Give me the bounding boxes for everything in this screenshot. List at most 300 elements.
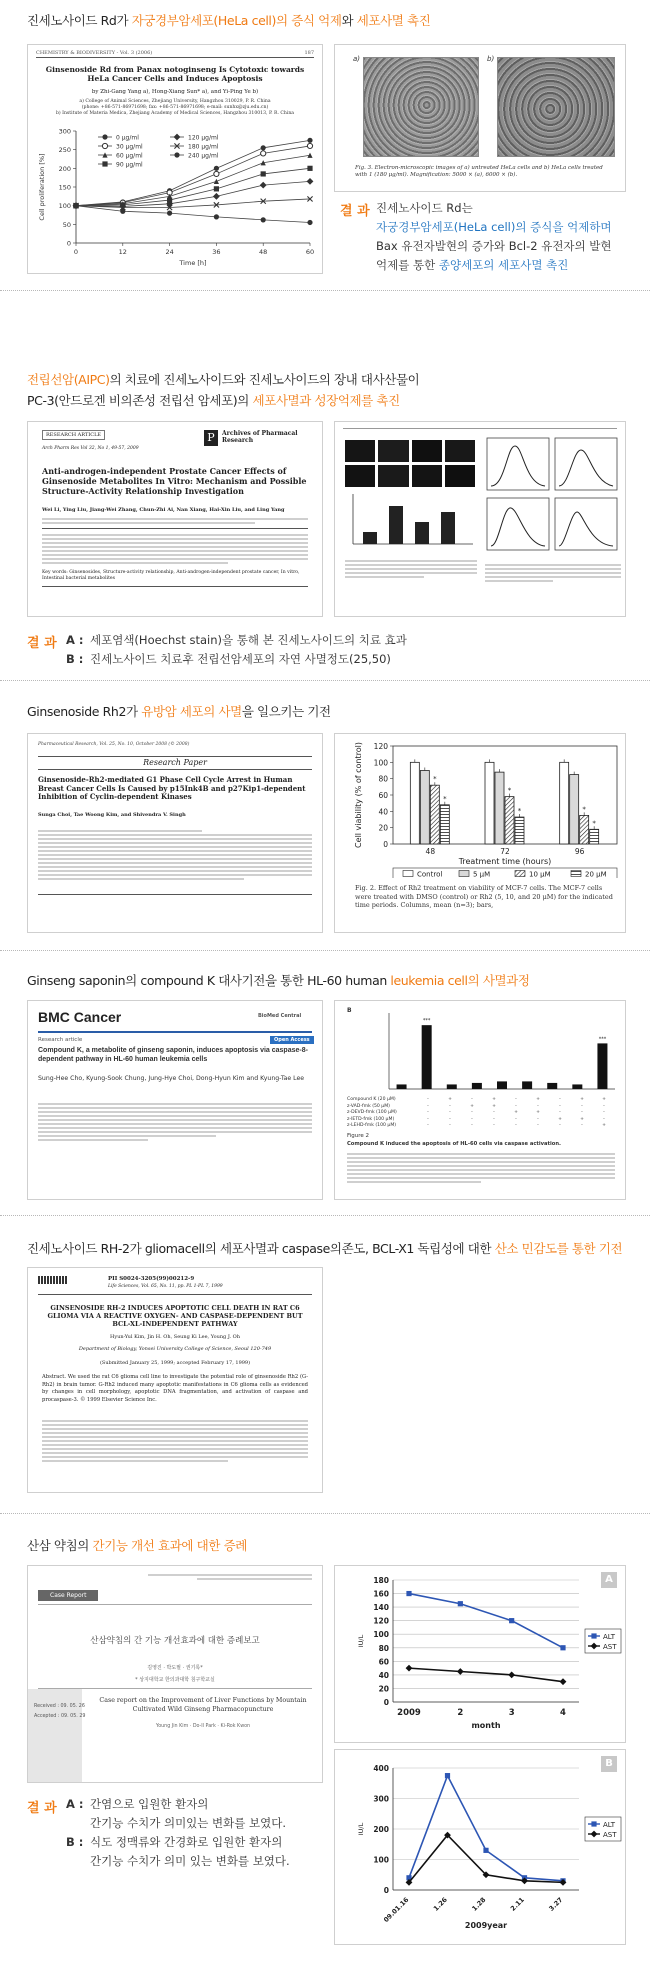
paper-authors-ko: 김영진 · 박도필 · 권기록*: [147, 1665, 203, 1671]
treatment-mark: +: [558, 1116, 562, 1122]
paper-title: Anti-androgen-independent Prostate Cancer Effects of Ginsenoside Metabolites In Vitro: Mechanism and Possible Structure-Activity Relationship Investigation: [42, 466, 307, 496]
y-axis-label: IU/L: [357, 1634, 365, 1648]
x-tick-label: 09.01.16: [382, 1895, 411, 1925]
treatment-mark: -: [603, 1116, 605, 1122]
row-labels: [347, 1097, 619, 1130]
treatment-mark: +: [536, 1110, 540, 1115]
x-tick-label: 0: [73, 248, 79, 256]
legend-marker: [102, 134, 107, 139]
paper-affil-ko: * 상지대학교 한의과대학 침구학교실: [135, 1677, 215, 1683]
paper-department: Department of Biology, Yonsei University College of Science, Seoul 120-749: [78, 1346, 272, 1352]
paper-authors: Hyun-Yul Kim, Jin H. Oh, Seung Ki Lee, Young J. Oh: [110, 1334, 240, 1340]
y-tick-label: 300: [58, 127, 71, 136]
page-number: 187: [304, 50, 314, 56]
divider: [0, 680, 650, 681]
y-tick-label: 0: [383, 1698, 389, 1707]
treatment-mark: +: [580, 1116, 584, 1122]
treatment-mark: -: [471, 1116, 473, 1122]
x-axis-label: Time [h]: [179, 259, 207, 267]
treatment-mark: -: [427, 1097, 429, 1102]
result-value: 세포염색(Hoechst stain)을 통해 본 진세노사이드의 치료 효과: [90, 633, 407, 647]
section-3-paper-panel: [27, 733, 323, 933]
legend-marker: [591, 1821, 596, 1826]
data-point: [120, 209, 125, 214]
treatment-mark: -: [515, 1123, 517, 1128]
bar: [590, 829, 599, 844]
y-axis-label: IU/L: [357, 1822, 365, 1836]
bar: [515, 817, 524, 844]
result-key: B :: [66, 1835, 84, 1849]
legend-marker: [174, 152, 179, 157]
paper-title: Compound K, a metabolite of ginseng saponin, induces apoptosis via caspase-8-dependent pathway in HL-60 human leukemia cells: [38, 1047, 308, 1063]
heading-highlight: 세포사멸과 성장억제를 촉진: [252, 393, 400, 408]
paper-citation: Arch Pharm Res Vol 32, No 1, 49-57, 2009: [42, 446, 139, 451]
electron-micrograph-a: [363, 57, 479, 157]
heading-highlight: 세포사멸 촉진: [356, 13, 431, 28]
bar: [580, 815, 589, 844]
legend-label: AST: [603, 1642, 617, 1651]
x-tick-label: 12: [118, 248, 127, 256]
divider: [0, 1215, 650, 1216]
section-6-paper-panel: [27, 1565, 323, 1783]
result-line: [376, 237, 626, 256]
article-type: Research article: [38, 1037, 83, 1043]
x-tick-label: 60: [305, 248, 315, 256]
legend-marker: [102, 143, 107, 148]
liver-function-chart-b: [335, 1754, 626, 1944]
section-2-paper-panel: [27, 421, 323, 617]
x-tick-label: 24: [165, 248, 174, 256]
paper-authors: Wei Li, Ying Liu, Jiang-Wei Zhang, Chun-Zhi Ai, Nan Xiang, Hai-Xin Liu, and Ling Yang: [42, 507, 285, 513]
data-point: [261, 151, 266, 156]
x-tick-label: 2.11: [508, 1895, 526, 1913]
treatment-mark: +: [536, 1097, 540, 1102]
bar: [505, 797, 514, 844]
section-5-paper-panel: [27, 1267, 323, 1493]
treatment-label: z-IETD-fmk (100 μM): [347, 1116, 395, 1122]
section-4-heading: [27, 972, 530, 989]
bar: [422, 1025, 432, 1089]
y-tick-label: 140: [373, 1603, 389, 1613]
data-point: [261, 145, 266, 150]
heading-text: 산삼 약침의: [27, 1538, 93, 1553]
bar: [397, 1084, 407, 1089]
legend-label: 20 μM: [585, 870, 607, 878]
bar: [440, 805, 449, 844]
result-line: [66, 1795, 326, 1814]
paper-title-en: Case report on the Improvement of Liver Functions by Mountain Cultivated Wild Ginseng Pharmacopuncture: [99, 1697, 307, 1713]
x-tick-label: 2009: [397, 1708, 421, 1718]
x-tick-label: 4: [560, 1708, 566, 1718]
treatment-mark: -: [603, 1110, 605, 1115]
data-point: [457, 1668, 464, 1675]
result-key: [66, 1852, 90, 1871]
treatment-mark: -: [471, 1123, 473, 1128]
heading-highlight: 간기능 개선 효과에 대한 증례: [92, 1538, 247, 1553]
y-tick-label: 80: [378, 1643, 389, 1653]
data-point: [73, 203, 78, 208]
treatment-mark: -: [603, 1103, 605, 1109]
treatment-mark: -: [449, 1116, 451, 1122]
treatment-mark: -: [515, 1097, 517, 1102]
data-point: [261, 171, 266, 176]
legend-label: 180 μg/ml: [188, 143, 219, 151]
research-article-label: RESEARCH ARTICLE: [42, 430, 105, 440]
open-access-badge: Open Access: [270, 1036, 314, 1044]
heading-text: PC-3(안드로겐 비의존성 전립선 암세포)의: [27, 393, 253, 408]
data-point: [307, 166, 312, 171]
caspase-bar-chart: [383, 1009, 619, 1095]
case-report-label: Case Report: [38, 1590, 98, 1601]
treatment-mark: +: [580, 1097, 584, 1102]
section-6-result-label: 결 과: [27, 1801, 57, 1816]
paper-abstract: Abstract. We used the rat C6 glioma cell line to investigate the potential role of ginsenoside Rh2 (G-Rh2) in brain tumor. G-Rh2 induced many apoptotic manifestations in C6 glioma cells as evidenced by changes in cell morphology, apoptotic DNA fragmentation, and activation of caspase and procaspase-3. © 1999 Elsevier Science Inc.: [42, 1374, 308, 1403]
data-point: [307, 143, 312, 148]
divider: [0, 950, 650, 951]
y-tick-label: 0: [383, 840, 388, 849]
y-tick-label: 300: [373, 1794, 389, 1804]
data-point: [260, 182, 267, 189]
treatment-mark: -: [493, 1110, 495, 1115]
treatment-mark: -: [559, 1110, 561, 1115]
result-key: B :: [66, 652, 84, 666]
paper-title: Ginsenoside Rd from Panax notoginseng Is Cytotoxic towards HeLa Cancer Cells and Induces Apoptosis: [45, 65, 305, 83]
treatment-mark: -: [581, 1110, 583, 1115]
y-tick-label: 60: [378, 791, 388, 800]
bmc-brand: BMC Cancer: [38, 1009, 122, 1025]
data-point: [213, 193, 220, 200]
treatment-mark: -: [427, 1123, 429, 1128]
y-tick-label: 40: [378, 807, 388, 817]
result-segment: 종양세포의 세포사멸 촉진: [438, 258, 569, 272]
y-tick-label: 200: [58, 164, 71, 173]
y-axis-label: Cell viability (% of control): [354, 742, 363, 848]
legend-label: Control: [417, 870, 443, 878]
legend-label: 0 μg/ml: [116, 134, 139, 142]
heading-highlight: leukemia cell의 사멸과정: [390, 973, 530, 988]
legend-swatch: [403, 871, 413, 877]
y-tick-label: 150: [58, 183, 71, 192]
x-axis-label: Treatment time (hours): [458, 857, 552, 866]
significance-mark: *: [507, 786, 512, 795]
chart-a-badge: A: [601, 1572, 617, 1588]
result-line: [66, 1852, 326, 1871]
result-value: 식도 정맥류와 간경화로 입원한 환자의: [90, 1835, 283, 1849]
viability-bar-chart: [335, 738, 626, 878]
paper-received: (Submitted January 25, 1999; accepted February 17, 1999): [99, 1360, 251, 1366]
heading-text: 진세노사이드 RH-2가 gliomacell의 세포사멸과 caspase의존도, BCL-X1 독립성에 대한: [27, 1241, 495, 1256]
panel-letter: B: [347, 1007, 352, 1014]
heading-text: Ginsenoside Rh2가: [27, 704, 142, 719]
legend-swatch: [459, 871, 469, 877]
result-key: A :: [66, 1797, 84, 1811]
journal-line: CHEMISTRY & BIODIVERSITY - Vol. 3 (2006): [36, 50, 153, 56]
paper-authors: Sung-Hee Cho, Kyung-Sook Chung, Jung-Hye Choi, Dong-Hyun Kim and Kyung-Tae Lee: [38, 1075, 305, 1082]
y-tick-label: 250: [58, 146, 71, 155]
figure-caption: Fig. 2. Effect of Rh2 treatment on viability of MCF-7 cells. The MCF-7 cells were treated with DMSO (control) or Rh2 (5, 10, and 20 μM) for the indicated time periods. Columns, mean (n=3); bars,: [355, 884, 613, 909]
legend-marker: [591, 1633, 596, 1638]
data-point: [214, 186, 219, 191]
section-2-result-text: [66, 631, 626, 669]
bar: [430, 785, 439, 844]
y-tick-label: 80: [378, 774, 388, 784]
treatment-mark: +: [492, 1097, 496, 1102]
result-segment: 진세노사이드 Rd는: [376, 201, 473, 215]
legend-swatch: [571, 871, 581, 877]
result-value: 진세노사이드 치료후 전립선암세포의 자연 사멸정도(25,50): [90, 652, 391, 666]
paper-authors: Sunga Choi, Tae Woong Kim, and Shivendra V. Singh: [38, 812, 186, 818]
y-tick-label: 400: [373, 1764, 389, 1773]
legend-swatch: [515, 871, 525, 877]
y-tick-label: 120: [373, 742, 388, 751]
section-6-result-text: [66, 1795, 326, 1871]
legend-label: 5 μM: [473, 870, 491, 878]
section-5-heading: [27, 1240, 622, 1257]
data-point: [458, 1601, 463, 1606]
treatment-mark: -: [559, 1097, 561, 1102]
figure-label-a: a): [353, 55, 361, 63]
result-line: [66, 1814, 326, 1833]
data-point: [214, 214, 219, 219]
significance-mark: *: [517, 807, 522, 816]
legend-label: ALT: [603, 1632, 616, 1641]
section-6-chart-a-panel: [334, 1565, 626, 1743]
significance-mark: *: [582, 805, 586, 814]
figure-title: Figure 2: [347, 1133, 370, 1139]
data-point: [167, 211, 172, 216]
treatment-mark: -: [537, 1123, 539, 1128]
y-tick-label: 40: [378, 1670, 389, 1680]
treatment-mark: -: [493, 1123, 495, 1128]
treatment-mark: -: [559, 1103, 561, 1109]
paper-title-ko: 산삼약침의 간 기능 개선효과에 대한 증례보고: [90, 1636, 260, 1646]
treatment-label: z-LEHD-fmk (100 μM): [347, 1123, 397, 1128]
publisher-logo: BioMed Central: [258, 1013, 302, 1019]
paper-citation: Pharmaceutical Research, Vol. 25, No. 10, October 2008 (© 2008): [38, 742, 190, 747]
data-point: [560, 1645, 565, 1650]
result-value: 간기능 수치가 의미 있는 변화를 보였다.: [90, 1854, 290, 1868]
legend-marker: [102, 161, 107, 166]
divider: [0, 1513, 650, 1514]
result-line: [66, 631, 626, 650]
y-tick-label: 20: [378, 823, 388, 833]
treatment-mark: -: [537, 1116, 539, 1122]
journal-logo: P Archives of Pharmacal Research: [204, 428, 316, 450]
section-2-figure-panel: [334, 421, 626, 617]
data-point: [307, 220, 312, 225]
x-tick-label: 3.27: [547, 1895, 565, 1913]
treatment-mark: -: [493, 1116, 495, 1122]
section-2-heading-line-2: [27, 392, 400, 409]
y-tick-label: 100: [373, 758, 388, 768]
bar: [472, 1083, 482, 1089]
heading-text: Ginseng saponin의 compound K 대사기전을 통한 HL-60 human: [27, 973, 391, 988]
section-4-paper-panel: [27, 1000, 323, 1200]
section-1-result-text: [376, 199, 626, 275]
result-segment: Bax 유전자발현의 증가와 Bcl-2 유전자의 발현: [376, 239, 612, 253]
proliferation-line-chart: [32, 121, 320, 271]
significance-mark: *: [433, 775, 437, 784]
liver-function-chart-a: [335, 1570, 626, 1740]
y-tick-label: 60: [378, 1657, 389, 1667]
data-point: [261, 217, 266, 222]
section-1-figure-panel: [334, 44, 626, 192]
result-line: [66, 1833, 326, 1852]
data-point: [483, 1848, 488, 1853]
data-point: [560, 1678, 567, 1685]
treatment-mark: -: [471, 1097, 473, 1102]
x-tick-label: 48: [259, 248, 268, 256]
treatment-label: z-DEVD-fmk (100 μM): [347, 1110, 397, 1115]
treatment-mark: -: [449, 1110, 451, 1115]
heading-text: 진세노사이드 Rd가: [27, 13, 132, 28]
treatment-mark: +: [448, 1097, 452, 1102]
data-point: [509, 1618, 514, 1623]
legend-label: 30 μg/ml: [116, 143, 143, 151]
section-1-heading: [27, 12, 430, 29]
bar: [560, 762, 569, 844]
treatment-mark: -: [559, 1123, 561, 1128]
data-point: [214, 171, 219, 176]
legend-marker: [174, 134, 181, 141]
heading-highlight: 전립선암(AIPC): [27, 372, 110, 387]
data-point: [445, 1773, 450, 1778]
x-tick-label: 2: [457, 1708, 464, 1718]
data-point: [508, 1671, 515, 1678]
significance-mark: *: [443, 794, 447, 803]
series-line: [76, 155, 310, 205]
section-1-paper-panel: [27, 44, 323, 274]
result-segment: 억제를 통한: [376, 258, 439, 272]
legend-label: 10 μM: [529, 870, 551, 878]
treatment-mark: -: [537, 1103, 539, 1109]
legend-label: 240 μg/ml: [188, 152, 219, 160]
treatment-mark: +: [492, 1103, 496, 1109]
result-line: [376, 199, 626, 218]
result-segment: 자궁경부암세포(HeLa cell)의 증식을 억제하며: [376, 220, 612, 234]
y-tick-label: 180: [373, 1576, 389, 1585]
electron-micrograph-b: [497, 57, 615, 157]
section-6-heading: [27, 1537, 247, 1554]
heading-highlight: 자궁경부암세포(HeLa cell)의 증식 억제: [131, 13, 342, 28]
result-key: A :: [66, 633, 84, 647]
treatment-mark: +: [470, 1103, 474, 1109]
apoptosis-bar-chart: [345, 492, 477, 552]
y-tick-label: 20: [378, 1684, 389, 1694]
result-line: [376, 218, 626, 237]
treatment-mark: -: [449, 1103, 451, 1109]
y-tick-label: 0: [66, 239, 71, 248]
paper-authors: by Zhi-Gang Yang a), Hong-Xiang Sun* a), and Yi-Ping Ye b): [91, 89, 259, 95]
paper-keywords: Key words: Ginsenosides, Structure-activity relationship, Anti-androgen-independent prostate cancer, In vitro, Intestinal bacterial metabolites: [42, 570, 300, 581]
x-axis-label: month: [471, 1721, 501, 1730]
treatment-mark: -: [427, 1103, 429, 1109]
treatment-mark: +: [602, 1097, 606, 1102]
journal-logo-text: Archives of Pharmacal Research: [222, 430, 298, 444]
flow-cytometry-panels: [485, 436, 621, 556]
bar: [495, 772, 504, 844]
result-value: 간염으로 입원한 환자의: [90, 1797, 209, 1811]
divider: [0, 290, 650, 291]
significance-mark: ***: [422, 1018, 431, 1025]
series-line: [409, 1776, 563, 1881]
result-line: [66, 650, 626, 669]
treatment-mark: -: [449, 1123, 451, 1128]
bar: [447, 1084, 457, 1089]
heading-text: 와: [341, 13, 357, 28]
treatment-mark: -: [515, 1103, 517, 1109]
treatment-mark: -: [581, 1103, 583, 1109]
result-key: [66, 1814, 90, 1833]
bar: [485, 762, 494, 844]
y-tick-label: 50: [62, 220, 71, 229]
data-point: [406, 1665, 413, 1672]
y-axis-label: Cell proliferation [%]: [38, 153, 46, 221]
x-axis-label: 2009year: [464, 1921, 508, 1930]
y-tick-label: 100: [373, 1855, 389, 1865]
legend-label: 120 μg/ml: [188, 134, 219, 142]
legend-label: 90 μg/ml: [116, 161, 143, 169]
treatment-mark: -: [427, 1110, 429, 1115]
bar: [497, 1081, 507, 1089]
treatment-row: [347, 1123, 619, 1130]
heading-highlight: 유방암 세포의 사멸: [141, 704, 242, 719]
bar: [410, 762, 419, 844]
y-tick-label: 200: [373, 1825, 389, 1834]
y-tick-label: 100: [373, 1630, 389, 1640]
x-tick-label: 36: [212, 248, 221, 256]
section-6-chart-b-panel: [334, 1749, 626, 1945]
x-tick-label: 48: [425, 847, 436, 856]
x-tick-label: 72: [500, 847, 510, 856]
data-point: [307, 178, 314, 185]
result-value: 간기능 수치가 의미있는 변화를 보였다.: [90, 1816, 287, 1830]
fluorescence-images: [345, 440, 475, 462]
heading-highlight: 산소 민감도를 통한 기전: [494, 1241, 623, 1256]
significance-mark: ***: [598, 1036, 607, 1043]
accepted-date: Accepted : 09. 05. 29: [34, 1714, 86, 1719]
treatment-mark: +: [602, 1123, 606, 1128]
received-date: Received : 09. 05. 26: [34, 1704, 85, 1709]
y-tick-label: 0: [383, 1886, 389, 1895]
paper-title: GINSENOSIDE RH-2 INDUCES APOPTOTIC CELL DEATH IN RAT C6 GLIOMA VIA A REACTIVE OXYGEN- AND CASPASE-DEPENDENT BUT BCL-XL-INDEPENDENT PATHWAY: [47, 1304, 303, 1328]
section-2-heading-line-1: [27, 371, 419, 388]
y-tick-label: 160: [373, 1589, 389, 1599]
bar: [597, 1043, 607, 1089]
result-line: [376, 256, 626, 275]
paper-code: PII S0024-3205(99)00212-9: [108, 1276, 195, 1282]
legend-label: AST: [603, 1830, 617, 1839]
data-point: [214, 166, 219, 171]
heading-text: 을 일으키는 기전: [241, 704, 331, 719]
bar: [570, 775, 579, 844]
paper-type: Research Paper: [143, 758, 207, 767]
section-4-figure-panel: [334, 1000, 626, 1200]
section-3-figure-panel: [334, 733, 626, 933]
treatment-mark: -: [427, 1116, 429, 1122]
treatment-label: z-VAD-fmk (50 μM): [347, 1103, 390, 1109]
data-point: [406, 1591, 411, 1596]
bar: [547, 1083, 557, 1089]
legend-label: 60 μg/ml: [116, 152, 143, 160]
section-3-heading: [27, 703, 331, 720]
y-tick-label: 120: [373, 1616, 389, 1626]
heading-text: 의 치료에 진세노사이드와 진세노사이드의 장내 대사산물이: [109, 372, 420, 387]
figure-caption: Compound K induced the apoptosis of HL-60 cells via caspase activation.: [347, 1141, 562, 1147]
x-tick-label: 96: [574, 847, 585, 856]
bar: [522, 1081, 532, 1089]
figure-label-b: b): [487, 55, 495, 63]
